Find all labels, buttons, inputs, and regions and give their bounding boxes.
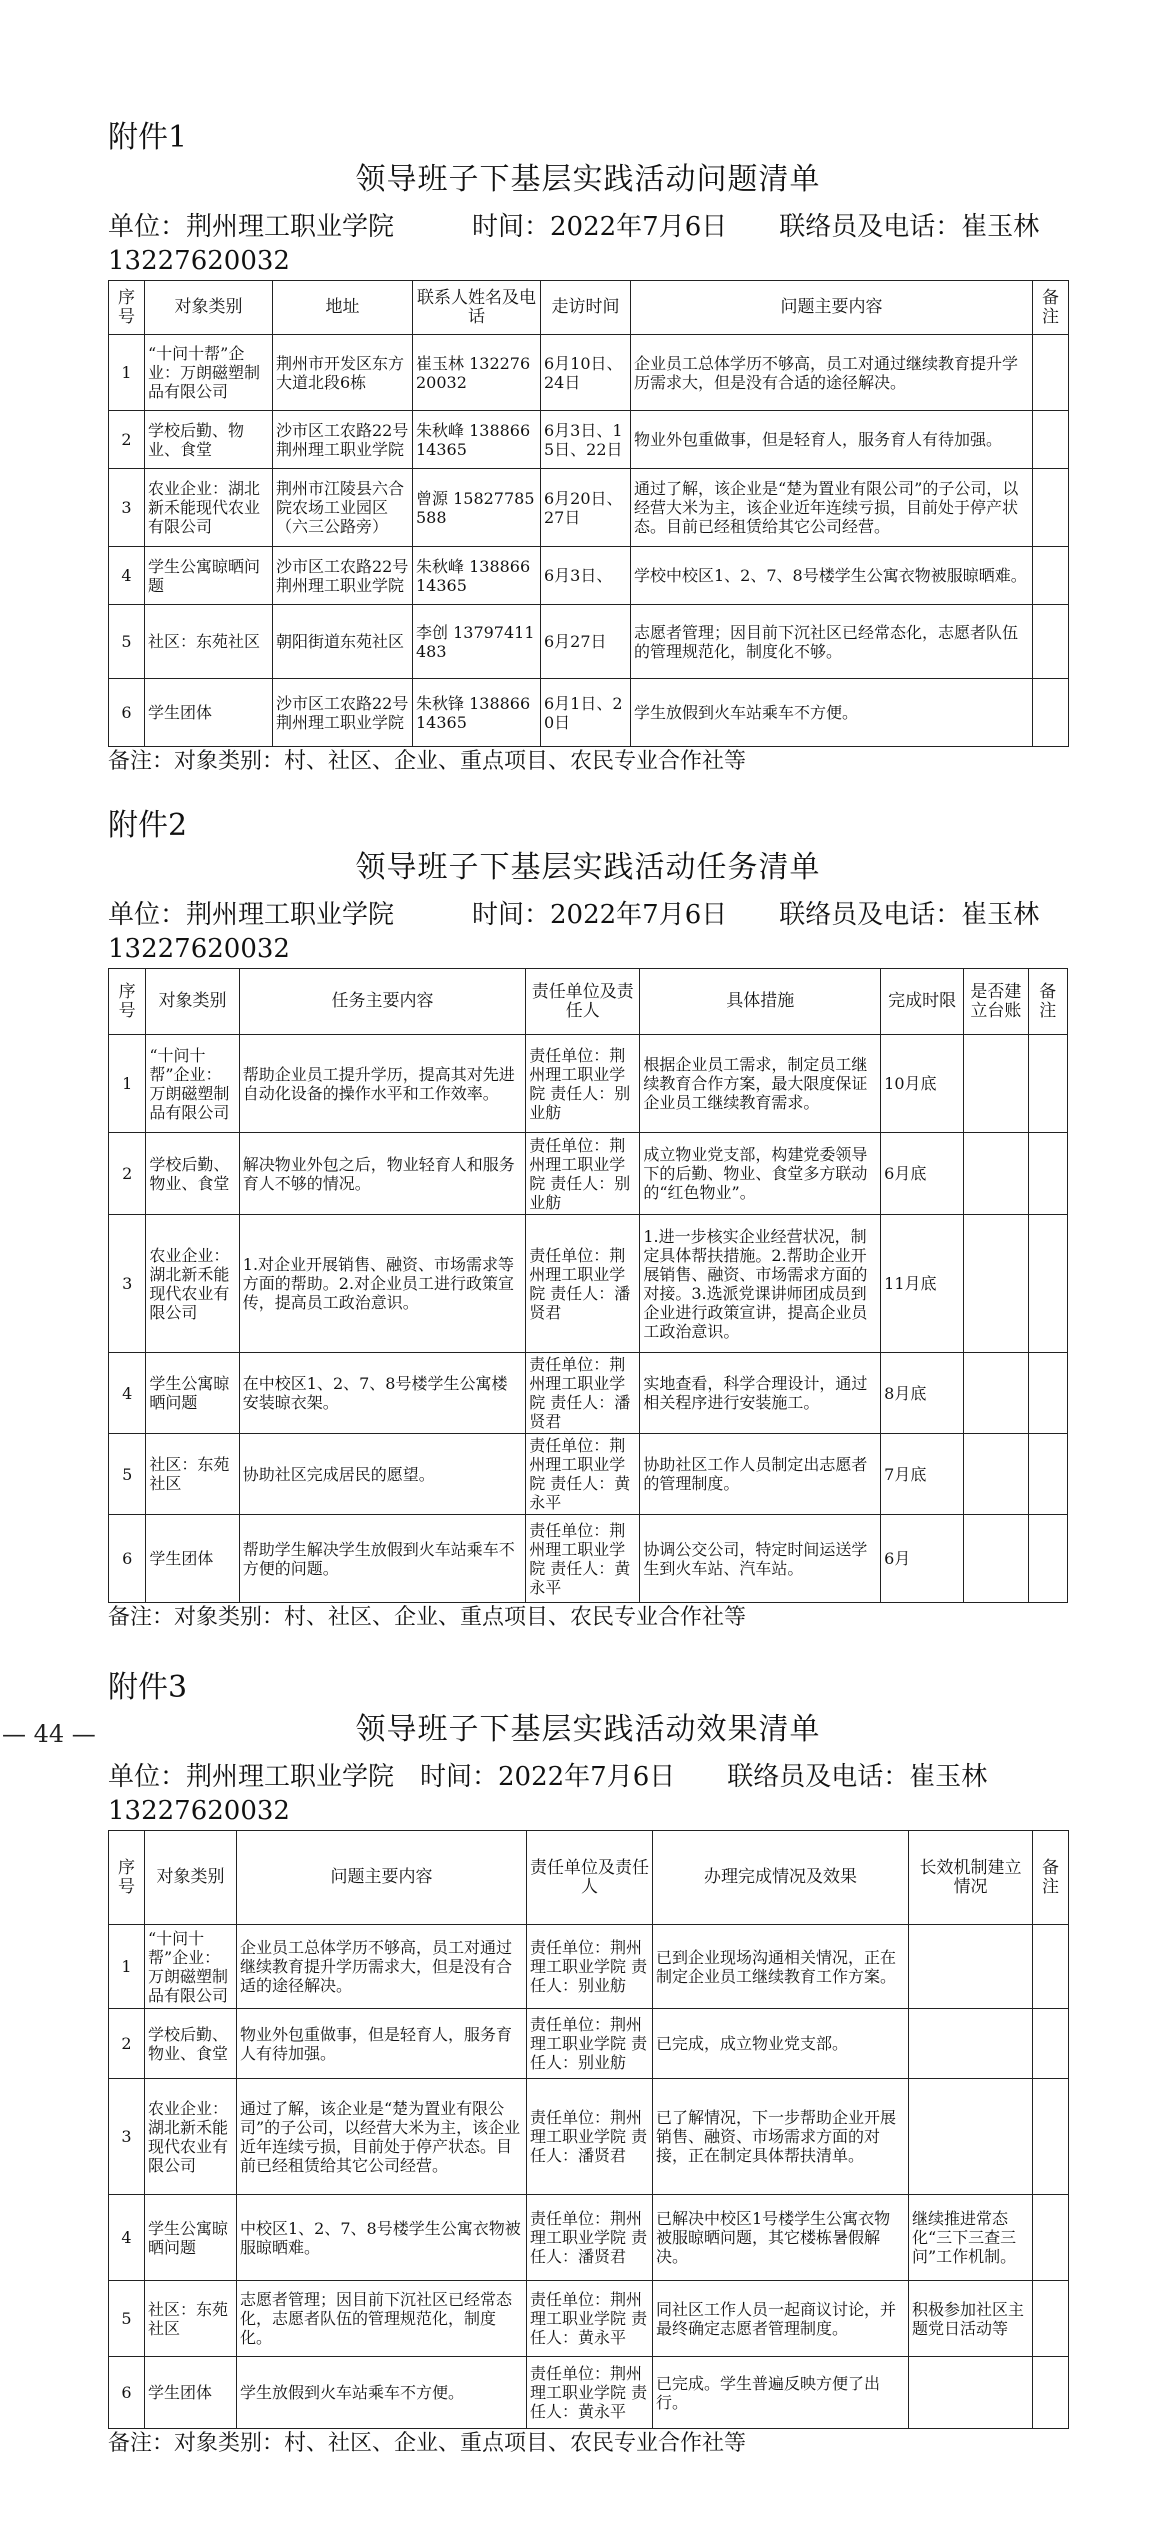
table-cell: 学生团体 (145, 679, 273, 747)
table-cell: 沙市区工农路22号荆州理工职业学院 (273, 411, 413, 469)
table-cell: 责任单位：荆州理工职业学院 责任人：别业舫 (526, 1035, 640, 1133)
row-number-cell: 3 (109, 1215, 146, 1353)
table-cell: 责任单位：荆州理工职业学院 责任人：别业舫 (526, 1133, 640, 1215)
table-row (109, 2281, 1069, 2357)
table-cell: 学生公寓晾晒问题 (145, 2195, 237, 2281)
table-cell: 6月3日、 (541, 547, 631, 605)
table-cell (1033, 1925, 1069, 2009)
table-cell: 通过了解，该企业是“楚为置业有限公司”的子公司，以经营大米为主，该企业近年连续亏损，目前处于停产状态。目前已经租赁给其它公司经营。 (237, 2079, 527, 2195)
table-cell: 社区：东苑社区 (145, 2281, 237, 2357)
table-cell: 6月1日、20日 (541, 679, 631, 747)
table-cell (1033, 411, 1069, 469)
problem-list-table (108, 280, 1069, 747)
table-cell: 责任单位：荆州理工职业学院 责任人：别业舫 (527, 2009, 653, 2079)
table-row (109, 2357, 1069, 2429)
table-cell (1033, 2079, 1069, 2195)
table-cell (1028, 1215, 1067, 1353)
table-cell (964, 1215, 1028, 1353)
table-row (109, 1353, 1068, 1434)
table-cell: 沙市区工农路22号荆州理工职业学院 (273, 547, 413, 605)
table-cell: 8月底 (881, 1353, 964, 1434)
column-header: 对象类别 (145, 1831, 237, 1925)
table-cell: 解决物业外包之后，物业轻育人和服务育人不够的情况。 (239, 1133, 525, 1215)
column-header: 序号 (109, 1831, 145, 1925)
table-header-row (109, 281, 1069, 335)
table-cell: 已解决中校区1号楼学生公寓衣物被服晾晒问题，其它楼栋暑假解决。 (653, 2195, 909, 2281)
table-cell: 协调公交公司，特定时间运送学生到火车站、汽车站。 (640, 1515, 881, 1603)
table-cell: 荆州市江陵县六合院农场工业园区（六三公路旁） (273, 469, 413, 547)
attachment-label: 附件2 (108, 808, 188, 843)
table-header-row (109, 1831, 1069, 1925)
table-cell: 6月 (881, 1515, 964, 1603)
table-cell: 学生团体 (146, 1515, 239, 1603)
attachment-label: 附件3 (108, 1670, 188, 1705)
table-cell: 朱秋锋 13886614365 (413, 679, 541, 747)
table-cell (964, 1515, 1028, 1603)
row-number-cell: 5 (109, 605, 145, 679)
table-row (109, 2009, 1069, 2079)
column-header: 完成时限 (881, 969, 964, 1035)
table-cell: 责任单位：荆州理工职业学院 责任人：黄永平 (526, 1515, 640, 1603)
table-cell: 责任单位：荆州理工职业学院 责任人：潘贤君 (526, 1353, 640, 1434)
footnote: 备注：对象类别：村、社区、企业、重点项目、农民专业合作社等 (108, 749, 747, 774)
table-cell: 志愿者管理；因目前下沉社区已经常态化，志愿者队伍的管理规范化，制度化不够。 (631, 605, 1033, 679)
table-cell: 帮助企业员工提升学历，提高其对先进自动化设备的操作水平和工作效率。 (239, 1035, 525, 1133)
row-number-cell: 1 (109, 1035, 146, 1133)
table-cell: 责任单位：荆州理工职业学院 责任人：潘贤君 (526, 1215, 640, 1353)
table-cell: 物业外包重做事，但是轻育人，服务育人有待加强。 (631, 411, 1033, 469)
column-header: 责任单位及责任人 (527, 1831, 653, 1925)
table-row (109, 547, 1069, 605)
table-cell: 责任单位：荆州理工职业学院 责任人：黄永平 (526, 1434, 640, 1515)
table-row (109, 605, 1069, 679)
table-cell (909, 2079, 1033, 2195)
table-cell: 朱秋峰 13886614365 (413, 411, 541, 469)
table-row (109, 469, 1069, 547)
table-cell: 物业外包重做事，但是轻育人，服务育人有待加强。 (237, 2009, 527, 2079)
table-cell: 责任单位：荆州理工职业学院 责任人：别业舫 (527, 1925, 653, 2009)
section-title: 领导班子下基层实践活动问题清单 (355, 162, 821, 197)
row-number-cell: 1 (109, 1925, 145, 2009)
table-cell (964, 1133, 1028, 1215)
table-cell (909, 2009, 1033, 2079)
table-cell: 成立物业党支部，构建党委领导下的后勤、物业、食堂多方联动的“红色物业”。 (640, 1133, 881, 1215)
column-header: 是否建立台账 (964, 969, 1028, 1035)
table-cell: 农业企业：湖北新禾能现代农业有限公司 (145, 2079, 237, 2195)
footnote: 备注：对象类别：村、社区、企业、重点项目、农民专业合作社等 (108, 1605, 747, 1630)
table-cell: 沙市区工农路22号荆州理工职业学院 (273, 679, 413, 747)
attachment-1-section (108, 118, 1068, 777)
table-header-row (109, 969, 1068, 1035)
attachment-3-section (108, 1668, 1068, 2459)
table-cell: 农业企业：湖北新禾能现代农业有限公司 (146, 1215, 239, 1353)
table-cell (1028, 1434, 1067, 1515)
table-row (109, 1035, 1068, 1133)
table-cell (909, 1925, 1033, 2009)
table-cell: 协助社区工作人员制定出志愿者的管理制度。 (640, 1434, 881, 1515)
table-cell: 积极参加社区主题党日活动等 (909, 2281, 1033, 2357)
table-cell (964, 1353, 1028, 1434)
table-cell: 继续推进常态化“三下三查三问”工作机制。 (909, 2195, 1033, 2281)
row-number-cell: 1 (109, 335, 145, 411)
table-cell: 李创 13797411483 (413, 605, 541, 679)
table-cell (1033, 547, 1069, 605)
table-cell: 学生公寓晾晒问题 (146, 1353, 239, 1434)
table-cell: 协助社区完成居民的愿望。 (239, 1434, 525, 1515)
table-cell: 6月底 (881, 1133, 964, 1215)
table-cell: 根据企业员工需求，制定员工继续教育合作方案，最大限度保证企业员工继续教育需求。 (640, 1035, 881, 1133)
table-cell (1033, 335, 1069, 411)
table-cell: 已完成，成立物业党支部。 (653, 2009, 909, 2079)
row-number-cell: 2 (109, 1133, 146, 1215)
table-cell: 6月3日、15日、22日 (541, 411, 631, 469)
table-cell: 学校中校区1、2、7、8号楼学生公寓衣物被服晾晒难。 (631, 547, 1033, 605)
effect-list-table (108, 1830, 1069, 2429)
table-row (109, 411, 1069, 469)
attachment-label: 附件1 (108, 120, 188, 155)
table-cell: 6月20日、27日 (541, 469, 631, 547)
row-number-cell: 6 (109, 1515, 146, 1603)
row-number-cell: 6 (109, 679, 145, 747)
section-title: 领导班子下基层实践活动任务清单 (355, 850, 821, 885)
table-cell: 崔玉林 13227620032 (413, 335, 541, 411)
table-cell: 企业员工总体学历不够高，员工对通过继续教育提升学历需求大，但是没有合适的途径解决。 (631, 335, 1033, 411)
table-cell: 10月底 (881, 1035, 964, 1133)
row-number-cell: 5 (109, 1434, 146, 1515)
table-cell (1033, 679, 1069, 747)
table-cell: 已了解情况，下一步帮助企业开展销售、融资、市场需求方面的对接，正在制定具体帮扶清单。 (653, 2079, 909, 2195)
table-cell: 实地查看，科学合理设计，通过相关程序进行安装施工。 (640, 1353, 881, 1434)
unit-line: 单位：荆州理工职业学院 时间：2022年7月6日 联络员及电话：崔玉林 13227620032 (108, 1762, 988, 1826)
table-cell: 1.进一步核实企业经营状况，制定具体帮扶措施。2.帮助企业开展销售、融资、市场需求方面的对接。3.选派党课讲师团成员到企业进行政策宣讲，提高企业员工政治意识。 (640, 1215, 881, 1353)
table-row (109, 2195, 1069, 2281)
table-cell (1033, 2357, 1069, 2429)
column-header: 备注 (1033, 281, 1069, 335)
table-cell (1028, 1515, 1067, 1603)
table-cell: 11月底 (881, 1215, 964, 1353)
table-cell: 朱秋峰 13886614365 (413, 547, 541, 605)
row-number-cell: 4 (109, 547, 145, 605)
column-header: 长效机制建立情况 (909, 1831, 1033, 1925)
table-cell: 学生放假到火车站乘车不方便。 (237, 2357, 527, 2429)
table-row (109, 2079, 1069, 2195)
attachment-2-section (108, 806, 1068, 1633)
row-number-cell: 2 (109, 411, 145, 469)
table-cell: 帮助学生解决学生放假到火车站乘车不方便的问题。 (239, 1515, 525, 1603)
table-cell: 学生放假到火车站乘车不方便。 (631, 679, 1033, 747)
table-cell (1028, 1133, 1067, 1215)
table-cell (1033, 605, 1069, 679)
column-header: 序号 (109, 969, 146, 1035)
table-cell: 志愿者管理；因目前下沉社区已经常态化，志愿者队伍的管理规范化，制度化。 (237, 2281, 527, 2357)
table-cell (1028, 1353, 1067, 1434)
table-cell (1033, 2009, 1069, 2079)
column-header: 走访时间 (541, 281, 631, 335)
table-row (109, 335, 1069, 411)
table-cell: 已到企业现场沟通相关情况，正在制定企业员工继续教育工作方案。 (653, 1925, 909, 2009)
table-cell: 学生团体 (145, 2357, 237, 2429)
table-cell: 6月10日、24日 (541, 335, 631, 411)
unit-line: 单位：荆州理工职业学院 时间：2022年7月6日 联络员及电话：崔玉林 13227620032 (108, 900, 1040, 964)
table-cell: 中校区1、2、7、8号楼学生公寓衣物被服晾晒难。 (237, 2195, 527, 2281)
row-number-cell: 6 (109, 2357, 145, 2429)
section-title: 领导班子下基层实践活动效果清单 (355, 1712, 821, 1747)
column-header: 办理完成情况及效果 (653, 1831, 909, 1925)
table-row (109, 1434, 1068, 1515)
table-cell: 同社区工作人员一起商议讨论，并最终确定志愿者管理制度。 (653, 2281, 909, 2357)
table-cell: 1.对企业开展销售、融资、市场需求等方面的帮助。2.对企业员工进行政策宣传，提高员工政治意识。 (239, 1215, 525, 1353)
page-number: — 44 — (2, 1720, 96, 1748)
column-header: 地址 (273, 281, 413, 335)
table-cell: 学生公寓晾晒问题 (145, 547, 273, 605)
table-cell: 已完成。学生普遍反映方便了出行。 (653, 2357, 909, 2429)
column-header: 责任单位及责任人 (526, 969, 640, 1035)
table-cell (964, 1035, 1028, 1133)
table-cell: 社区：东苑社区 (145, 605, 273, 679)
task-list-table (108, 968, 1068, 1603)
table-cell: “十问十帮”企业：万朗磁塑制品有限公司 (145, 335, 273, 411)
table-cell: 责任单位：荆州理工职业学院 责任人：潘贤君 (527, 2079, 653, 2195)
column-header: 序号 (109, 281, 145, 335)
table-cell (1028, 1035, 1067, 1133)
table-cell: “十问十帮”企业：万朗磁塑制品有限公司 (146, 1035, 239, 1133)
table-cell: 社区：东苑社区 (146, 1434, 239, 1515)
row-number-cell: 4 (109, 2195, 145, 2281)
table-cell: 6月27日 (541, 605, 631, 679)
table-row (109, 1515, 1068, 1603)
column-header: 对象类别 (145, 281, 273, 335)
row-number-cell: 5 (109, 2281, 145, 2357)
table-cell: 在中校区1、2、7、8号楼学生公寓楼安装晾衣架。 (239, 1353, 525, 1434)
table-row (109, 1133, 1068, 1215)
table-cell: 责任单位：荆州理工职业学院 责任人：黄永平 (527, 2357, 653, 2429)
row-number-cell: 4 (109, 1353, 146, 1434)
column-header: 对象类别 (146, 969, 239, 1035)
table-cell (964, 1434, 1028, 1515)
table-row (109, 1215, 1068, 1353)
table-cell: 通过了解，该企业是“楚为置业有限公司”的子公司，以经营大米为主，该企业近年连续亏损，目前处于停产状态。目前已经租赁给其它公司经营。 (631, 469, 1033, 547)
table-cell: 学校后勤、物业、食堂 (145, 411, 273, 469)
table-cell: 7月底 (881, 1434, 964, 1515)
table-cell: 学校后勤、物业、食堂 (146, 1133, 239, 1215)
column-header: 备注 (1033, 1831, 1069, 1925)
column-header: 问题主要内容 (631, 281, 1033, 335)
table-cell: “十问十帮”企业：万朗磁塑制品有限公司 (145, 1925, 237, 2009)
column-header: 问题主要内容 (237, 1831, 527, 1925)
column-header: 具体措施 (640, 969, 881, 1035)
column-header: 任务主要内容 (239, 969, 525, 1035)
table-cell: 企业员工总体学历不够高，员工对通过继续教育提升学历需求大，但是没有合适的途径解决。 (237, 1925, 527, 2009)
table-cell: 朝阳街道东苑社区 (273, 605, 413, 679)
table-cell: 学校后勤、物业、食堂 (145, 2009, 237, 2079)
unit-line: 单位：荆州理工职业学院 时间：2022年7月6日 联络员及电话：崔玉林 13227620032 (108, 212, 1040, 276)
row-number-cell: 3 (109, 2079, 145, 2195)
table-cell (1033, 2195, 1069, 2281)
row-number-cell: 2 (109, 2009, 145, 2079)
footnote: 备注：对象类别：村、社区、企业、重点项目、农民专业合作社等 (108, 2431, 747, 2456)
table-cell: 曾源 15827785588 (413, 469, 541, 547)
table-cell: 荆州市开发区东方大道北段6栋 (273, 335, 413, 411)
table-cell: 责任单位：荆州理工职业学院 责任人：潘贤君 (527, 2195, 653, 2281)
table-cell (1033, 469, 1069, 547)
table-cell (909, 2357, 1033, 2429)
row-number-cell: 3 (109, 469, 145, 547)
table-row (109, 679, 1069, 747)
table-cell: 责任单位：荆州理工职业学院 责任人：黄永平 (527, 2281, 653, 2357)
table-cell (1033, 2281, 1069, 2357)
column-header: 联系人姓名及电话 (413, 281, 541, 335)
table-row (109, 1925, 1069, 2009)
table-cell: 农业企业：湖北新禾能现代农业有限公司 (145, 469, 273, 547)
column-header: 备注 (1028, 969, 1067, 1035)
